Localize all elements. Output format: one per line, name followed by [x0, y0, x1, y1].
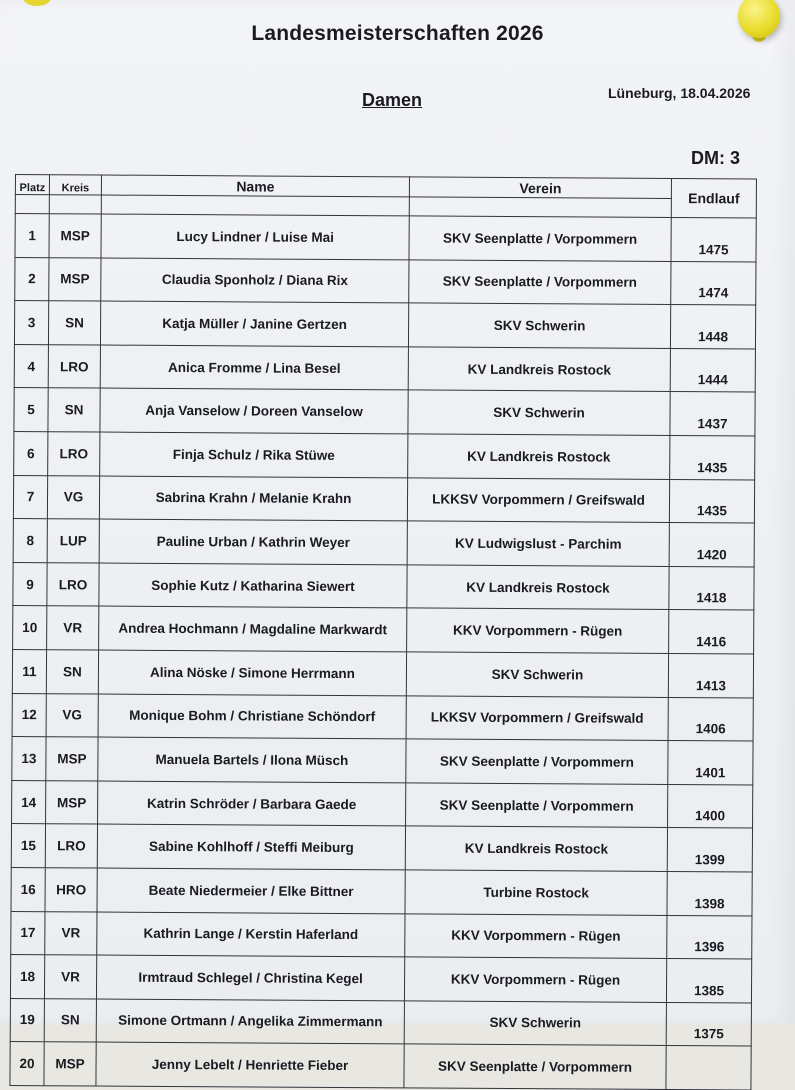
- name-cell: Jenny Lebelt / Henriette Fieber: [96, 1042, 404, 1087]
- endlauf-cell: 1418: [669, 566, 754, 610]
- table-row: [12, 649, 753, 697]
- verein-cell: KV Ludwigslust - Parchim: [407, 521, 669, 566]
- table-row: [14, 301, 755, 349]
- kreis-cell: MSP: [49, 257, 101, 301]
- platz-cell: 9: [13, 562, 47, 606]
- table-row: [14, 344, 755, 392]
- name-cell: Katja Müller / Janine Gertzen: [100, 301, 408, 346]
- verein-cell: KV Landkreis Rostock: [408, 434, 670, 479]
- endlauf-cell: 1375: [666, 1002, 751, 1046]
- kreis-cell: VG: [47, 475, 99, 519]
- verein-cell: KV Landkreis Rostock: [405, 826, 667, 871]
- endlauf-cell: 1420: [669, 523, 754, 567]
- platz-cell: 15: [11, 824, 45, 868]
- table-row: [13, 606, 754, 654]
- kreis-cell: SN: [48, 388, 100, 432]
- name-cell: Manuela Bartels / Ilona Müsch: [98, 737, 406, 782]
- platz-cell: 10: [13, 606, 47, 650]
- col-header-platz: Platz: [15, 175, 49, 195]
- table-row: [12, 737, 753, 785]
- results-table: [9, 174, 757, 1090]
- platz-cell: 8: [13, 519, 47, 563]
- kreis-cell: LUP: [47, 519, 99, 563]
- endlauf-cell: 1416: [669, 610, 754, 654]
- verein-cell: SKV Seenplatte / Vorpommern: [406, 783, 668, 828]
- table-row: [11, 824, 752, 872]
- table-row: [13, 475, 754, 523]
- table-row: [13, 519, 754, 567]
- endlauf-cell: 1435: [669, 479, 754, 523]
- name-cell: Anica Fromme / Lina Besel: [100, 345, 408, 390]
- platz-cell: 19: [10, 998, 44, 1042]
- table-row: [11, 867, 752, 915]
- name-cell: Irmtraud Schlegel / Christina Kegel: [96, 955, 404, 1000]
- platz-cell: 12: [12, 693, 46, 737]
- kreis-cell: LRO: [48, 344, 100, 388]
- name-cell: Sophie Kutz / Katharina Siewert: [99, 563, 407, 608]
- endlauf-cell: 1444: [670, 348, 755, 392]
- table-row: [10, 955, 751, 1003]
- document-title: Landesmeisterschaften 2026: [251, 22, 544, 45]
- name-cell: Anja Vanselow / Doreen Vanselow: [100, 388, 408, 433]
- empty-cell: [15, 195, 49, 214]
- table-row: [15, 214, 756, 262]
- platz-cell: 13: [12, 737, 46, 781]
- platz-cell: 2: [15, 257, 49, 301]
- endlauf-cell: 1437: [670, 392, 755, 436]
- kreis-cell: SN: [44, 998, 96, 1042]
- kreis-cell: MSP: [44, 1042, 96, 1086]
- table-row: [14, 431, 755, 479]
- platz-cell: 20: [10, 1042, 44, 1086]
- verein-cell: SKV Seenplatte / Vorpommern: [404, 1044, 666, 1089]
- platz-cell: 11: [12, 649, 46, 693]
- table-row: [12, 780, 753, 828]
- platz-cell: 5: [14, 388, 48, 432]
- platz-cell: 16: [11, 867, 45, 911]
- verein-cell: KV Landkreis Rostock: [407, 565, 669, 610]
- platz-cell: 17: [11, 911, 45, 955]
- verein-cell: KKV Vorpommern - Rügen: [405, 913, 667, 958]
- name-cell: Lucy Lindner / Luise Mai: [101, 214, 409, 259]
- endlauf-cell: 1401: [668, 741, 753, 785]
- table-body: [10, 214, 756, 1090]
- endlauf-cell: 1400: [668, 784, 753, 828]
- verein-cell: SKV Schwerin: [404, 1001, 666, 1046]
- table-row: [13, 562, 754, 610]
- kreis-cell: SN: [48, 301, 100, 345]
- kreis-cell: MSP: [49, 214, 101, 258]
- endlauf-cell: 1396: [667, 915, 752, 959]
- endlauf-cell: [666, 1046, 751, 1090]
- col-header-verein: Verein: [409, 177, 671, 199]
- kreis-cell: VR: [45, 911, 97, 955]
- verein-cell: SKV Seenplatte / Vorpommern: [409, 216, 671, 261]
- endlauf-cell: 1474: [671, 261, 756, 305]
- verein-cell: Turbine Rostock: [405, 870, 667, 915]
- endlauf-cell: 1448: [670, 305, 755, 349]
- empty-cell: [49, 195, 101, 214]
- category-heading: Damen: [362, 90, 423, 110]
- kreis-cell: LRO: [48, 432, 100, 476]
- verein-cell: KKV Vorpommern - Rügen: [404, 957, 666, 1002]
- name-cell: Beate Niedermeier / Elke Bittner: [97, 868, 405, 913]
- verein-cell: KV Landkreis Rostock: [408, 347, 670, 392]
- name-cell: Claudia Sponholz / Diana Rix: [101, 258, 409, 303]
- name-cell: Simone Ortmann / Angelika Zimmermann: [96, 999, 404, 1044]
- verein-cell: SKV Seenplatte / Vorpommern: [409, 260, 671, 305]
- platz-cell: 14: [12, 780, 46, 824]
- endlauf-cell: 1406: [668, 697, 753, 741]
- endlauf-cell: 1413: [668, 653, 753, 697]
- col-header-name: Name: [101, 175, 409, 197]
- table-row: [15, 257, 756, 305]
- kreis-cell: VG: [46, 693, 98, 737]
- verein-cell: SKV Schwerin: [408, 303, 670, 348]
- col-header-endlauf: Endlauf: [671, 179, 756, 219]
- platz-cell: 3: [14, 301, 48, 345]
- place-date: Lüneburg, 18.04.2026: [608, 85, 751, 101]
- platz-cell: 1: [15, 214, 49, 258]
- endlauf-cell: 1475: [671, 218, 756, 262]
- kreis-cell: HRO: [45, 868, 97, 912]
- name-cell: Alina Nöske / Simone Herrmann: [98, 650, 406, 695]
- kreis-cell: MSP: [46, 737, 98, 781]
- platz-cell: 7: [13, 475, 47, 519]
- endlauf-cell: 1385: [666, 959, 751, 1003]
- table-row: [10, 1042, 751, 1090]
- verein-cell: LKKSV Vorpommern / Greifswald: [407, 477, 669, 522]
- platz-cell: 18: [10, 955, 44, 999]
- kreis-cell: VR: [44, 955, 96, 999]
- name-cell: Sabrina Krahn / Melanie Krahn: [99, 476, 407, 521]
- kreis-cell: SN: [46, 650, 98, 694]
- name-cell: Finja Schulz / Rika Stüwe: [100, 432, 408, 477]
- kreis-cell: VR: [47, 606, 99, 650]
- empty-cell: [409, 197, 671, 218]
- endlauf-cell: 1399: [667, 828, 752, 872]
- kreis-cell: LRO: [47, 562, 99, 606]
- name-cell: Monique Bohm / Christiane Schöndorf: [98, 694, 406, 739]
- col-header-kreis: Kreis: [49, 175, 101, 195]
- verein-cell: SKV Schwerin: [408, 390, 670, 435]
- name-cell: Katrin Schröder / Barbara Gaede: [98, 781, 406, 826]
- platz-cell: 4: [14, 344, 48, 388]
- table-row: [14, 388, 755, 436]
- platz-cell: 6: [14, 431, 48, 475]
- dm-count: DM: 3: [691, 148, 740, 168]
- endlauf-cell: 1435: [670, 435, 755, 479]
- table-row: [12, 693, 753, 741]
- name-cell: Kathrin Lange / Kerstin Haferland: [97, 912, 405, 957]
- table-row: [10, 998, 751, 1046]
- verein-cell: SKV Schwerin: [406, 652, 668, 697]
- verein-cell: SKV Seenplatte / Vorpommern: [406, 739, 668, 784]
- table-row: [11, 911, 752, 959]
- name-cell: Pauline Urban / Kathrin Weyer: [99, 519, 407, 564]
- verein-cell: KKV Vorpommern - Rügen: [407, 608, 669, 653]
- kreis-cell: MSP: [46, 780, 98, 824]
- name-cell: Sabine Kohlhoff / Steffi Meiburg: [97, 824, 405, 869]
- name-cell: Andrea Hochmann / Magdaline Markwardt: [99, 606, 407, 651]
- empty-cell: [101, 195, 409, 216]
- endlauf-cell: 1398: [667, 871, 752, 915]
- kreis-cell: LRO: [45, 824, 97, 868]
- verein-cell: LKKSV Vorpommern / Greifswald: [406, 695, 668, 740]
